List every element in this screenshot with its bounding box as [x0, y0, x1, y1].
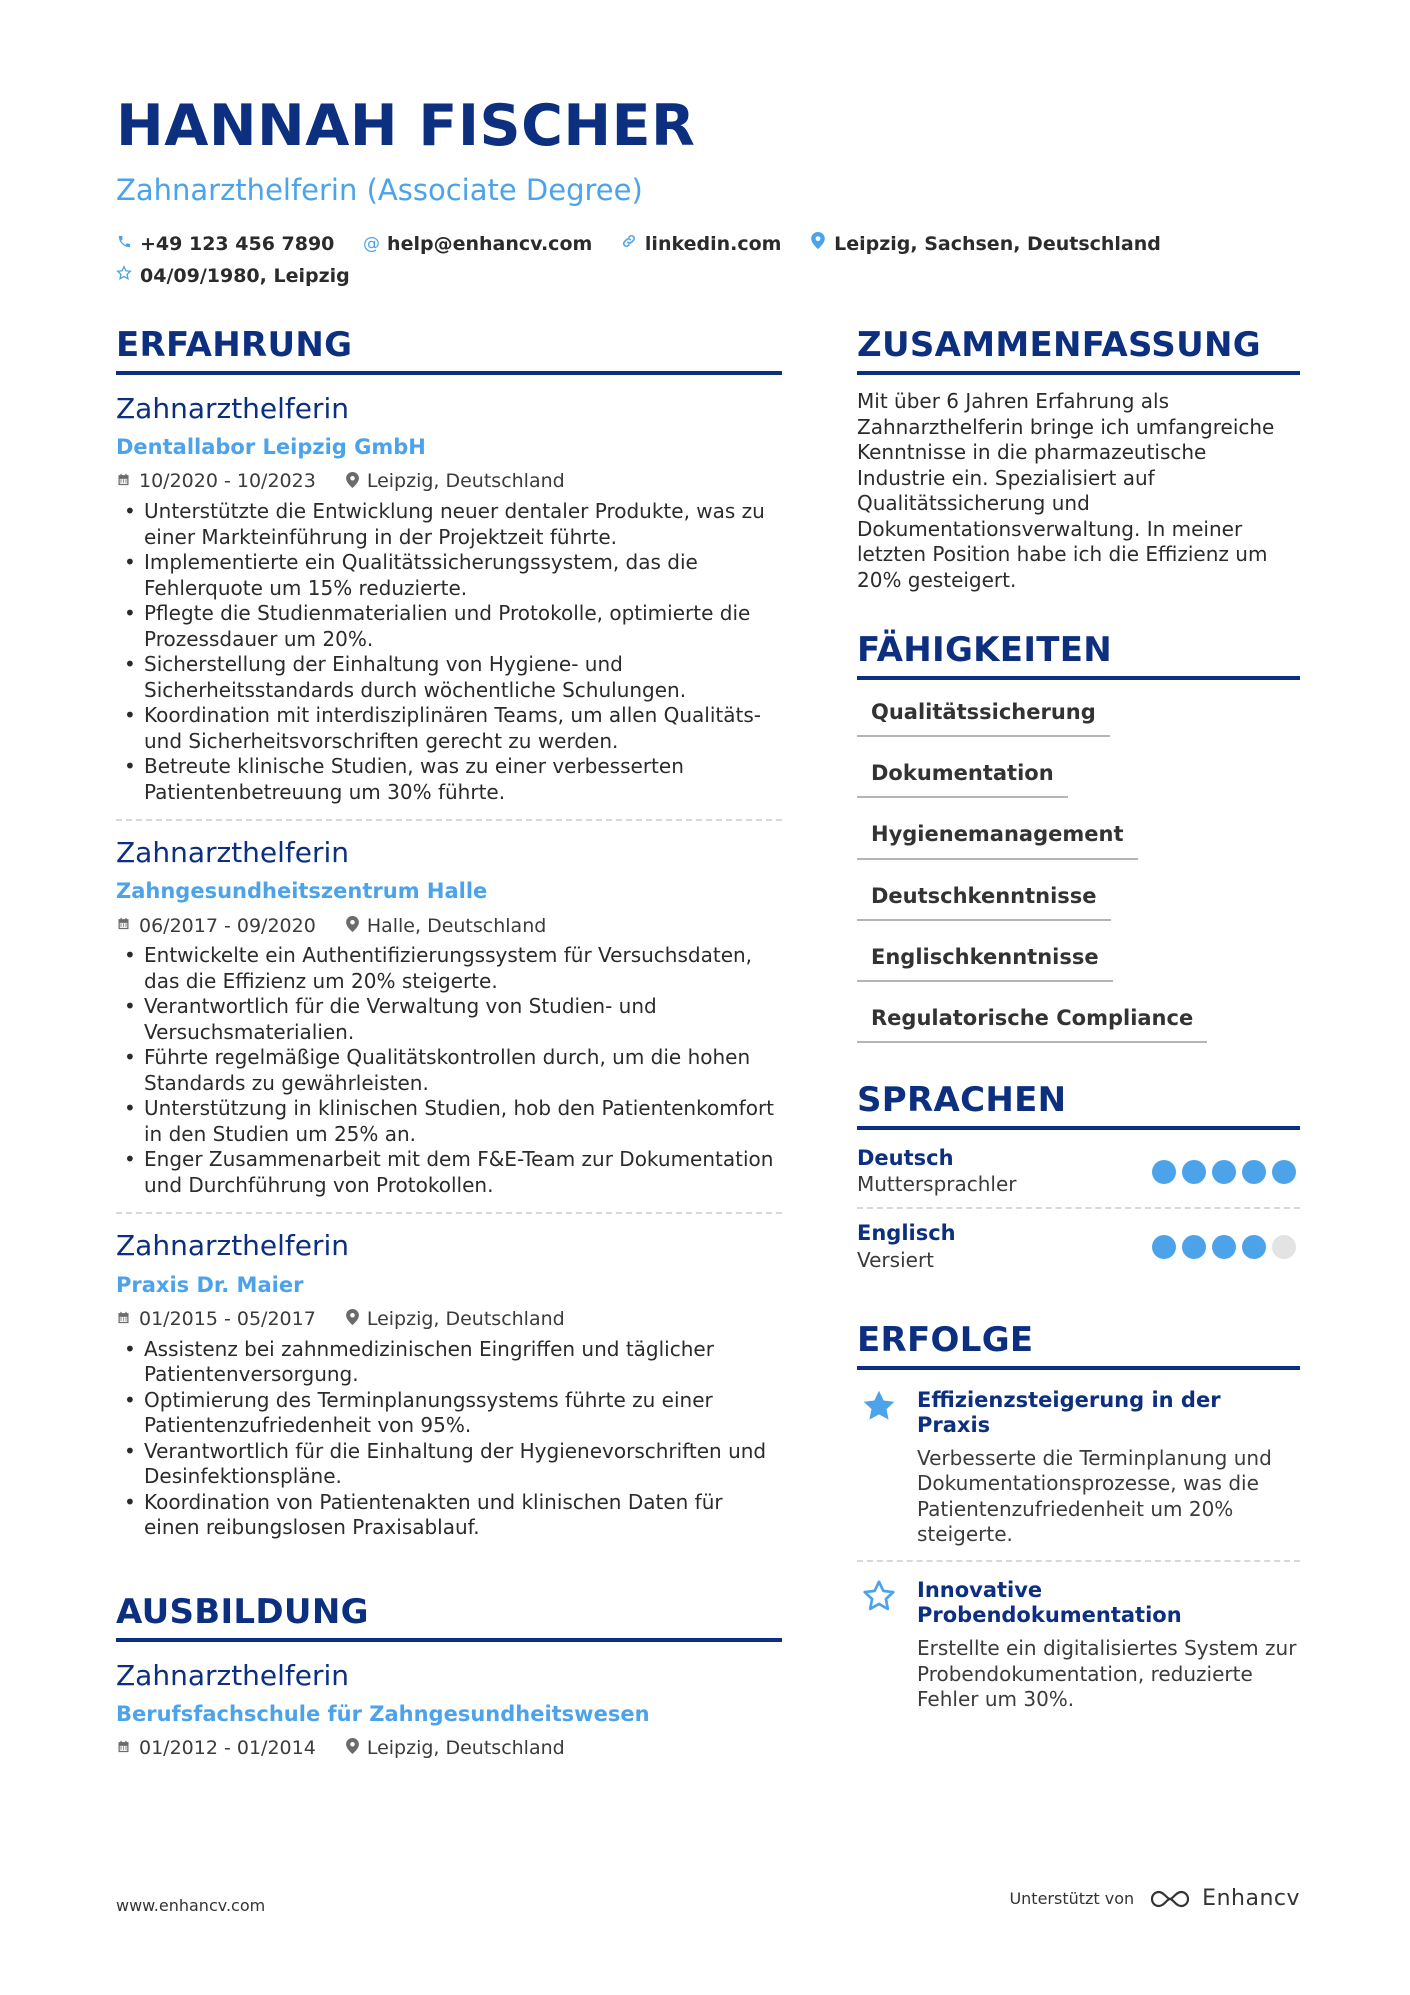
location-icon [346, 916, 359, 936]
enhancv-logo-icon [1148, 1888, 1192, 1910]
footer-branding[interactable] [1009, 1886, 1300, 1911]
job-location: Halle, Deutschland [366, 914, 547, 937]
star-filled-icon [857, 1388, 917, 1548]
job-meta [116, 1308, 782, 1331]
education-entry [116, 1660, 782, 1774]
footer-website[interactable]: www.enhancv.com [116, 1896, 266, 1915]
location-icon [346, 472, 359, 492]
rating-dot [1152, 1160, 1176, 1184]
star-outline-icon [857, 1578, 917, 1713]
job-company: Praxis Dr. Maier [116, 1272, 304, 1297]
achievement-item [857, 1560, 1300, 1725]
education-location: Leipzig, Deutschland [366, 1736, 565, 1759]
job-role: Zahnarzthelferin [116, 1229, 350, 1263]
experience-entry [116, 393, 782, 819]
location-icon [810, 229, 826, 260]
job-bullet: • Unterstützung in klinischen Studien, hob den Patientenkomfort in den Studien um 25% an. [116, 1096, 782, 1147]
language-level: Muttersprachler [857, 1172, 1017, 1197]
rating-dot [1152, 1235, 1176, 1259]
contact-email-text: help@enhancv.com [387, 233, 593, 255]
candidate-title: Zahnarzthelferin (Associate Degree) [116, 173, 643, 207]
skill-item: Deutschkenntnisse [857, 884, 1111, 921]
skill-item: Englischkenntnisse [857, 945, 1113, 982]
rating-dot [1242, 1235, 1266, 1259]
education-heading: AUSBILDUNG [116, 1595, 782, 1642]
brand-name: Enhancv [1202, 1886, 1300, 1911]
job-bullet: • Koordination mit interdisziplinären Teams, um allen Qualitäts- und Sicherheitsvorschriften gerecht zu werden. [116, 703, 782, 754]
job-bullet: • Implementierte ein Qualitätssicherungssystem, das die Fehlerquote um 15% reduzierte. [116, 550, 782, 601]
candidate-name: HANNAH FISCHER [116, 93, 696, 159]
powered-by-text: Unterstützt von [1009, 1889, 1135, 1908]
rating-dot [1212, 1235, 1236, 1259]
rating-dot [1212, 1160, 1236, 1184]
summary-heading: ZUSAMMENFASSUNG [857, 328, 1300, 375]
achievement-item [857, 1388, 1300, 1560]
contact-location [810, 229, 1161, 260]
star-icon [116, 261, 132, 292]
experience-heading: ERFAHRUNG [116, 328, 782, 375]
experience-entry [116, 1212, 782, 1554]
contact-location-text: Leipzig, Sachsen, Deutschland [834, 233, 1161, 255]
job-meta [116, 470, 782, 493]
experience-list [116, 375, 782, 1555]
job-dates: 06/2017 - 09/2020 [139, 914, 316, 937]
calendar-icon [116, 1310, 131, 1329]
achievement-title: Innovative Probendokumentation [917, 1577, 1182, 1628]
job-bullet: • Entwickelte ein Authentifizierungssystem für Versuchsdaten, das die Effizienz um 20% steigerte. [116, 943, 782, 994]
job-bullet: • Sicherstellung der Einhaltung von Hygiene- und Sicherheitsstandards durch wöchentliche Schulungen. [116, 652, 782, 703]
achievements-list [857, 1388, 1300, 1725]
job-bullets [116, 943, 782, 1198]
contact-phone[interactable] [116, 229, 334, 260]
education-list [116, 1642, 782, 1774]
job-location: Leipzig, Deutschland [366, 1307, 565, 1330]
skill-item: Regulatorische Compliance [857, 1006, 1207, 1043]
location-icon [346, 1309, 359, 1329]
rating-dot [1182, 1160, 1206, 1184]
job-bullet: • Verantwortlich für die Verwaltung von Studien- und Versuchsmaterialien. [116, 994, 782, 1045]
job-company: Zahngesundheitszentrum Halle [116, 879, 488, 904]
education-dates: 01/2012 - 01/2014 [139, 1736, 316, 1759]
job-role: Zahnarzthelferin [116, 836, 350, 870]
achievements-heading: ERFOLGE [857, 1323, 1300, 1370]
job-bullets [116, 499, 782, 805]
languages-heading: SPRACHEN [857, 1083, 1300, 1130]
job-location: Leipzig, Deutschland [366, 470, 565, 493]
contact-birth-text: 04/09/1980, Leipzig [140, 265, 350, 287]
contact-birth [116, 261, 350, 292]
job-dates: 10/2020 - 10/2023 [139, 470, 316, 493]
job-role: Zahnarzthelferin [116, 392, 350, 425]
job-bullet: • Enger Zusammenarbeit mit dem F&E-Team zur Dokumentation und Durchführung von Protokollen. [116, 1147, 782, 1198]
rating-dot [1182, 1235, 1206, 1259]
job-bullet: • Unterstützte die Entwicklung neuer dentaler Produkte, was zu einer Markteinführung in der Projektzeit führte. [116, 499, 782, 550]
language-name: Englisch [857, 1221, 956, 1246]
language-rating [1152, 1235, 1296, 1259]
job-bullet: • Optimierung des Terminplanungssystems führte zu einer Patientenzufriedenheit von 95%. [116, 1388, 782, 1439]
achievement-description: Erstellte ein digitalisiertes System zur Probendokumentation, reduzierte Fehler um 30%. [917, 1636, 1297, 1712]
job-meta [116, 915, 782, 938]
education-degree: Zahnarzthelferin [116, 1658, 350, 1692]
achievement-description: Verbesserte die Terminplanung und Dokumentationsprozesse, was die Patientenzufriedenheit um 20% steigerte. [917, 1445, 1272, 1547]
education-meta [116, 1737, 782, 1760]
job-bullet: • Koordination von Patientenakten und klinischen Daten für einen reibungslosen Praxisablauf. [116, 1490, 782, 1541]
job-dates: 01/2015 - 05/2017 [139, 1307, 316, 1330]
languages-list [857, 1142, 1300, 1282]
contact-email[interactable] [363, 229, 592, 260]
job-bullet: • Assistenz bei zahnmedizinischen Eingriffen und täglicher Patientenversorgung. [116, 1337, 782, 1388]
link-icon [621, 229, 637, 260]
skills-heading: FÄHIGKEITEN [857, 633, 1300, 680]
job-bullets [116, 1337, 782, 1541]
at-icon: @ [363, 234, 381, 254]
skills-list [857, 700, 1300, 1067]
skill-item: Qualitätssicherung [857, 700, 1110, 737]
achievement-title: Effizienzsteigerung in der Praxis [917, 1387, 1221, 1437]
calendar-icon [116, 1739, 131, 1758]
language-item [857, 1142, 1300, 1207]
right-column [857, 325, 1300, 1725]
job-company: Dentallabor Leipzig GmbH [116, 435, 426, 460]
job-bullet: • Verantwortlich für die Einhaltung der Hygienevorschriften und Desinfektionspläne. [116, 1439, 782, 1490]
phone-icon [116, 229, 132, 260]
language-name: Deutsch [857, 1146, 954, 1171]
skill-item: Dokumentation [857, 761, 1068, 798]
language-rating [1152, 1160, 1296, 1184]
calendar-icon [116, 472, 131, 491]
location-icon [346, 1738, 359, 1758]
skill-item: Hygienemanagement [857, 822, 1138, 859]
calendar-icon [116, 916, 131, 935]
language-level: Versiert [857, 1247, 935, 1272]
experience-entry [116, 819, 782, 1212]
contact-bar [116, 228, 1306, 292]
rating-dot [1272, 1160, 1296, 1184]
language-item [857, 1207, 1300, 1282]
education-school: Berufsfachschule für Zahngesundheitswesen [116, 1701, 650, 1726]
contact-linkedin[interactable] [621, 229, 782, 260]
rating-dot [1242, 1160, 1266, 1184]
rating-dot [1272, 1235, 1296, 1259]
job-bullet: • Pflegte die Studienmaterialien und Protokolle, optimierte die Prozessdauer um 20%. [116, 601, 782, 652]
job-bullet: • Führte regelmäßige Qualitätskontrollen durch, um die hohen Standards zu gewährleisten. [116, 1045, 782, 1096]
job-bullet: • Betreute klinische Studien, was zu einer verbesserten Patientenbetreuung um 30% führte. [116, 754, 782, 805]
summary-text: Mit über 6 Jahren Erfahrung als Zahnarzthelferin bringe ich umfangreiche Kenntnisse in die pharmazeutische Industrie ein. Spezialisiert auf Qualitätssicherung und Dokumentationsverwaltung. In meiner letzten Position habe ich die Effizienz um 20% gesteigert. [857, 389, 1275, 592]
contact-phone-text: +49 123 456 7890 [140, 233, 335, 255]
left-column [116, 325, 782, 1774]
contact-linkedin-text: linkedin.com [644, 233, 782, 255]
